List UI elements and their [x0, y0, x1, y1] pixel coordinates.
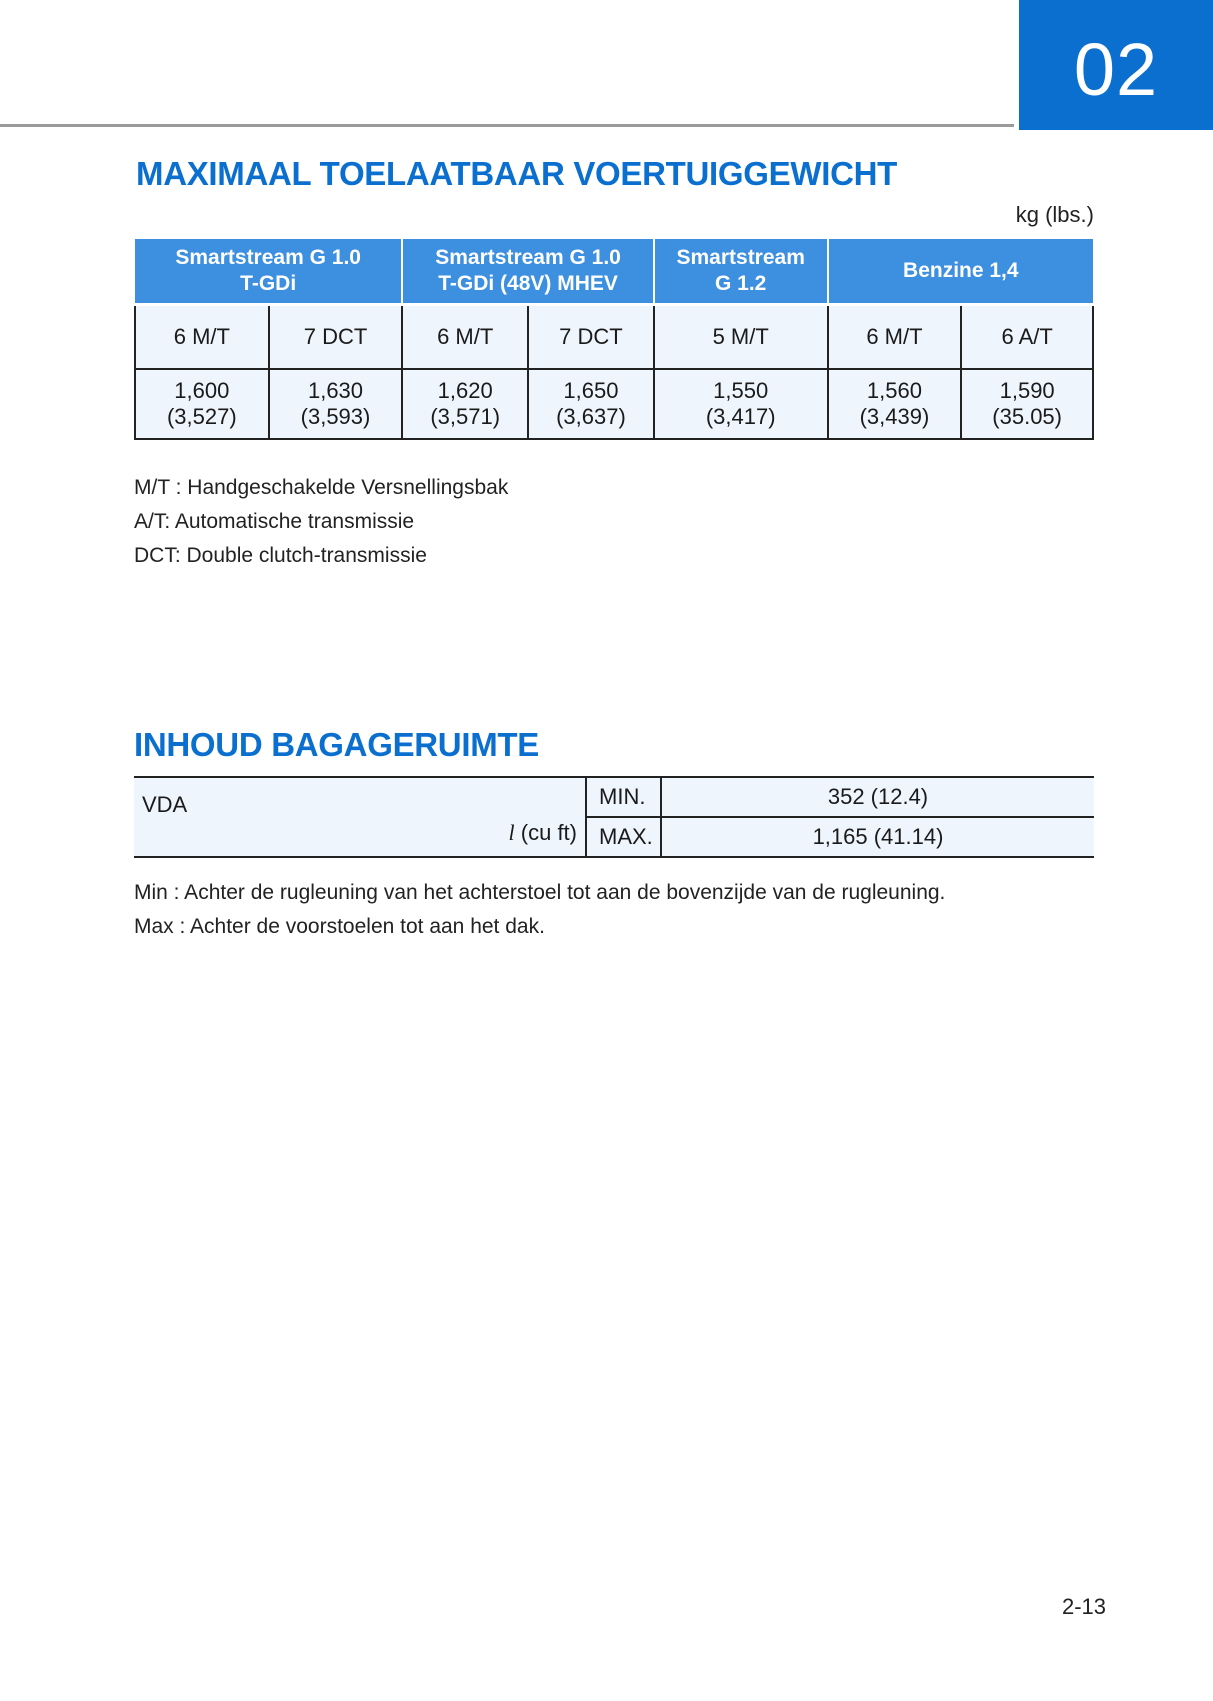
weight-cell: 1,650 (3,637)	[528, 369, 654, 439]
transmission-cell: 6 A/T	[961, 305, 1093, 370]
engine-header-row	[135, 239, 1093, 305]
header-rule	[0, 124, 1014, 127]
transmission-cell: 6 M/T	[828, 305, 962, 370]
luggage-min-row	[134, 777, 1094, 817]
transmission-cell: 7 DCT	[528, 305, 654, 370]
transmission-cell: 5 M/T	[654, 305, 828, 370]
weight-cell: 1,600 (3,527)	[135, 369, 269, 439]
luggage-section-title: INHOUD BAGAGERUIMTE	[134, 726, 539, 763]
note-min: Min : Achter de rugleuning van het achterstoel tot aan de bovenzijde van de rugleuning.	[134, 881, 946, 904]
max-label: MAX.	[586, 817, 661, 857]
weight-section-title: MAXIMAAL TOELAATBAAR VOERTUIGGEWICHT	[136, 155, 898, 192]
note-at: A/T: Automatische transmissie	[134, 510, 415, 533]
engine-header: Smartstream G 1.0 T-GDi (48V) MHEV	[402, 239, 653, 305]
transmission-row	[135, 305, 1093, 370]
weight-cell: 1,590 (35.05)	[961, 369, 1093, 439]
transmission-cell: 6 M/T	[135, 305, 269, 370]
transmission-cell: 7 DCT	[269, 305, 403, 370]
weight-cell: 1,550 (3,417)	[654, 369, 828, 439]
luggage-notes	[134, 876, 945, 944]
max-value: 1,165 (41.14)	[661, 817, 1094, 857]
min-value: 352 (12.4)	[661, 777, 1094, 817]
engine-header: Smartstream G 1.2	[654, 239, 828, 305]
weight-cell: 1,630 (3,593)	[269, 369, 403, 439]
engine-header: Benzine 1,4	[828, 239, 1093, 305]
weight-unit: kg (lbs.)	[1015, 202, 1094, 227]
note-mt: M/T : Handgeschakelde Versnellingsbak	[134, 476, 509, 499]
chapter-tab	[1019, 0, 1213, 130]
volume-unit: l (cu ft)	[508, 820, 577, 845]
transmission-cell: 6 M/T	[402, 305, 528, 370]
note-dct: DCT: Double clutch-transmissie	[134, 544, 427, 567]
weight-row	[135, 369, 1093, 439]
note-max: Max : Achter de voorstoelen tot aan het dak.	[134, 915, 545, 938]
luggage-table	[134, 776, 1094, 858]
page-number: 2-13	[1061, 1594, 1106, 1619]
vda-cell	[134, 777, 586, 857]
min-label: MIN.	[586, 777, 661, 817]
chapter-number: 02	[1073, 27, 1159, 111]
weight-notes	[134, 471, 508, 573]
vda-label: VDA	[142, 792, 188, 817]
engine-header: Smartstream G 1.0 T-GDi	[135, 239, 402, 305]
weight-cell: 1,620 (3,571)	[402, 369, 528, 439]
weight-cell: 1,560 (3,439)	[828, 369, 962, 439]
weight-table	[134, 239, 1094, 440]
